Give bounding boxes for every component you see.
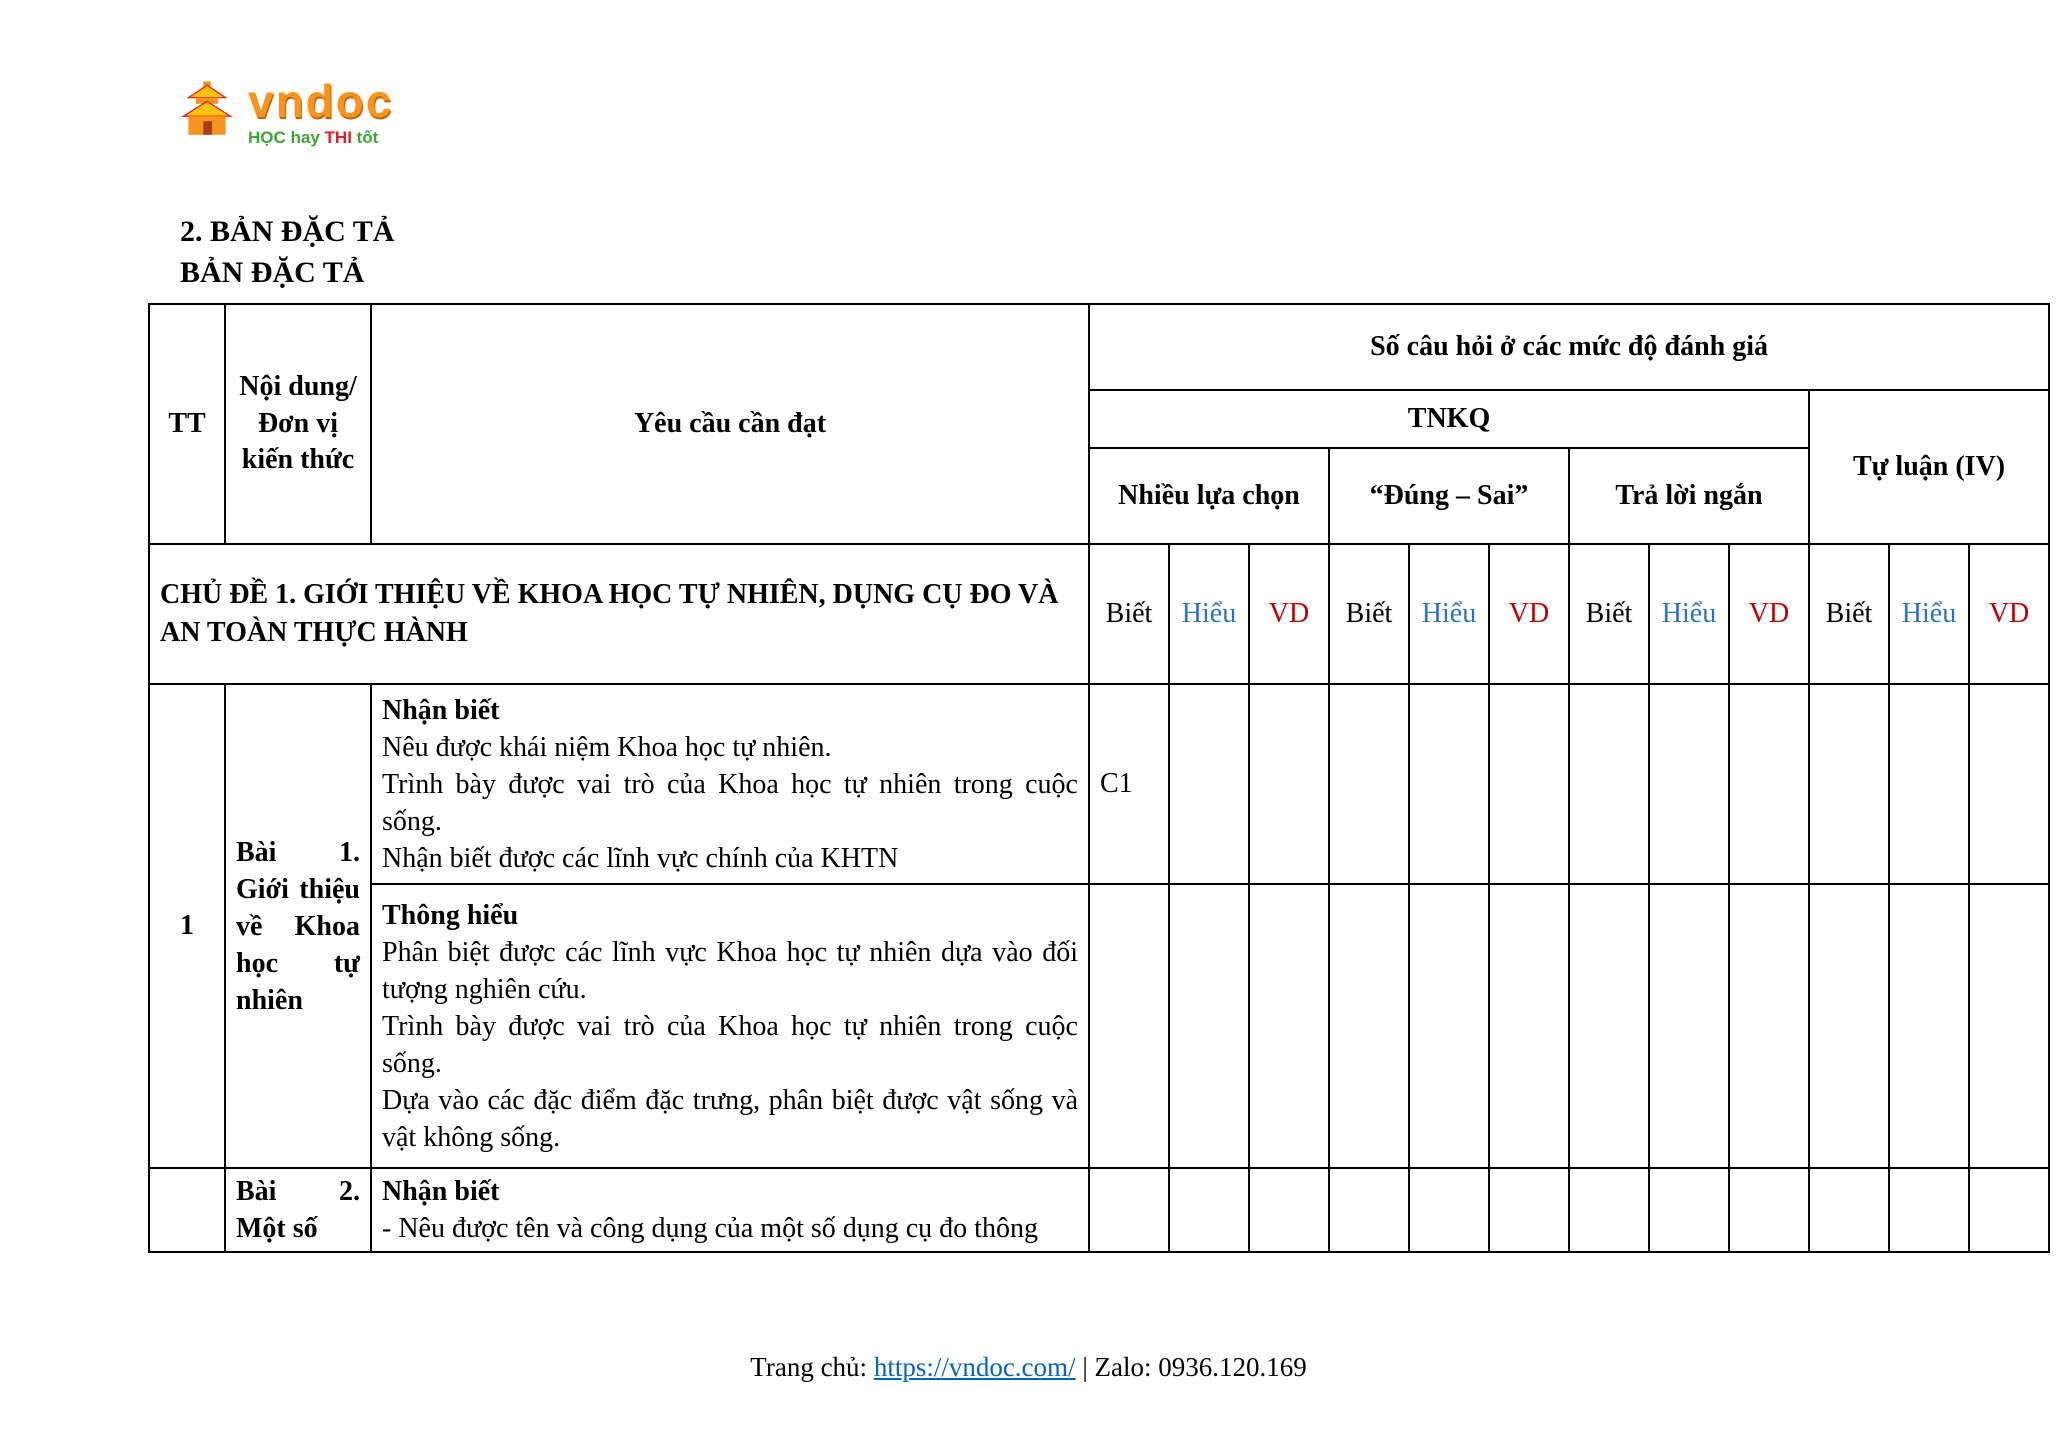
- col-header-tt: TT: [149, 304, 225, 544]
- level-header-hieu: Hiểu: [1409, 544, 1489, 684]
- question-count-cell: [1489, 1168, 1569, 1252]
- question-count-cell: [1889, 684, 1969, 884]
- pagoda-icon: [176, 79, 238, 146]
- question-count-cell: [1649, 884, 1729, 1168]
- question-count-cell: [1809, 1168, 1889, 1252]
- requirement-cell: [371, 884, 1089, 1168]
- col-header-yeu-cau: Yêu cầu cần đạt: [371, 304, 1089, 544]
- question-count-cell: [1569, 1168, 1649, 1252]
- requirement-line: Trình bày được vai trò của Khoa học tự nhiên trong cuộc sống.: [382, 768, 1078, 837]
- question-count-cell: [1329, 1168, 1409, 1252]
- col-header-noi-dung: Nội dung/ Đơn vị kiến thức: [225, 304, 371, 544]
- unit-title: Bài 2. Một số: [225, 1168, 371, 1252]
- question-count-cell: [1329, 884, 1409, 1168]
- question-count-cell: C1: [1089, 684, 1169, 884]
- requirement-line: Trình bày được vai trò của Khoa học tự nhiên trong cuộc sống.: [382, 1010, 1078, 1079]
- level-header-vd: VD: [1729, 544, 1809, 684]
- level-header-biet: Biết: [1569, 544, 1649, 684]
- level-header-hieu: Hiểu: [1649, 544, 1729, 684]
- question-count-cell: [1969, 684, 2049, 884]
- footer-suffix: | Zalo: 0936.120.169: [1075, 1352, 1307, 1382]
- question-count-cell: [1089, 1168, 1169, 1252]
- requirement-level-title: Thông hiểu: [382, 899, 519, 931]
- level-header-biet: Biết: [1329, 544, 1409, 684]
- content-row-bai-2: [149, 1168, 2049, 1252]
- question-count-cell: [1649, 684, 1729, 884]
- topic-title: CHỦ ĐỀ 1. GIỚI THIỆU VỀ KHOA HỌC TỰ NHIÊN, DỤNG CỤ ĐO VÀ AN TOÀN THỰC HÀNH: [149, 544, 1089, 684]
- question-count-cell: [1809, 884, 1889, 1168]
- requirement-line: Dựa vào các đặc điểm đặc trưng, phân biệt được vật sống và vật không sống.: [382, 1084, 1078, 1153]
- requirement-level-title: Nhận biết: [382, 694, 500, 726]
- level-header-vd: VD: [1489, 544, 1569, 684]
- footer-prefix: Trang chủ:: [750, 1352, 874, 1382]
- question-count-cell: [1249, 684, 1329, 884]
- question-count-cell: [1489, 684, 1569, 884]
- content-row-thong-hieu: [149, 884, 2049, 1168]
- specification-table: [148, 303, 2050, 1253]
- col-header-so-cau-hoi: Số câu hỏi ở các mức độ đánh giá: [1089, 304, 2049, 390]
- requirement-line: Phân biệt được các lĩnh vực Khoa học tự nhiên dựa vào đối tượng nghiên cứu.: [382, 936, 1078, 1005]
- header-row-top: [149, 304, 2049, 390]
- col-header-nhieu-lua-chon: Nhiều lựa chọn: [1089, 448, 1329, 544]
- question-count-cell: [1809, 684, 1889, 884]
- brand-wordmark: vndoc: [248, 75, 394, 127]
- question-count-cell: [1169, 884, 1249, 1168]
- document-heading: [180, 212, 394, 293]
- requirement-cell: [371, 1168, 1089, 1252]
- requirement-line: Nêu được khái niệm Khoa học tự nhiên.: [382, 731, 832, 763]
- requirement-cell: [371, 684, 1089, 884]
- page-footer: [0, 1352, 2057, 1383]
- question-count-cell: [1089, 884, 1169, 1168]
- homepage-link[interactable]: https://vndoc.com/: [873, 1352, 1076, 1382]
- question-count-cell: [1249, 1168, 1329, 1252]
- tt-number: 1: [149, 684, 225, 1168]
- requirement-level-title: Nhận biết: [382, 1176, 500, 1207]
- col-header-tnkq: TNKQ: [1089, 390, 1809, 448]
- question-count-cell: [1569, 884, 1649, 1168]
- question-count-cell: [1569, 684, 1649, 884]
- question-count-cell: [1889, 884, 1969, 1168]
- question-count-cell: [1889, 1168, 1969, 1252]
- tt-number: [149, 1168, 225, 1252]
- question-count-cell: [1729, 684, 1809, 884]
- question-count-cell: [1409, 884, 1489, 1168]
- question-count-cell: [1489, 884, 1569, 1168]
- heading-line-2: BẢN ĐẶC TẢ: [180, 255, 365, 289]
- question-count-cell: [1169, 684, 1249, 884]
- level-header-vd: VD: [1249, 544, 1329, 684]
- level-header-biet: Biết: [1809, 544, 1889, 684]
- question-count-cell: [1409, 1168, 1489, 1252]
- question-count-cell: [1969, 1168, 2049, 1252]
- topic-row: [149, 544, 2049, 684]
- requirement-line: - Nêu được tên và công dụng của một số dụng cụ đo thông: [382, 1213, 1038, 1244]
- unit-title: Bài 1. Giới thiệu về Khoa học tự nhiên: [225, 684, 371, 1168]
- question-count-cell: [1969, 884, 2049, 1168]
- level-header-hieu: Hiểu: [1169, 544, 1249, 684]
- question-count-cell: [1409, 684, 1489, 884]
- vndoc-logo: [176, 75, 394, 147]
- question-count-cell: [1329, 684, 1409, 884]
- col-header-tra-loi-ngan: Trả lời ngắn: [1569, 448, 1809, 544]
- content-row-nhan-biet: [149, 684, 2049, 884]
- heading-line-1: 2. BẢN ĐẶC TẢ: [180, 215, 395, 248]
- requirement-line: Nhận biết được các lĩnh vực chính của KHTN: [382, 842, 899, 874]
- col-header-tu-luan: Tự luận (IV): [1809, 390, 2049, 544]
- level-header-hieu: Hiểu: [1889, 544, 1969, 684]
- brand-tagline: HỌC hay THI tốt: [248, 128, 379, 147]
- col-header-dung-sai: “Đúng – Sai”: [1329, 448, 1569, 544]
- level-header-biet: Biết: [1089, 544, 1169, 684]
- question-count-cell: [1729, 1168, 1809, 1252]
- question-count-cell: [1249, 884, 1329, 1168]
- level-header-vd: VD: [1969, 544, 2049, 684]
- question-count-cell: [1649, 1168, 1729, 1252]
- question-count-cell: [1169, 1168, 1249, 1252]
- question-count-cell: [1729, 884, 1809, 1168]
